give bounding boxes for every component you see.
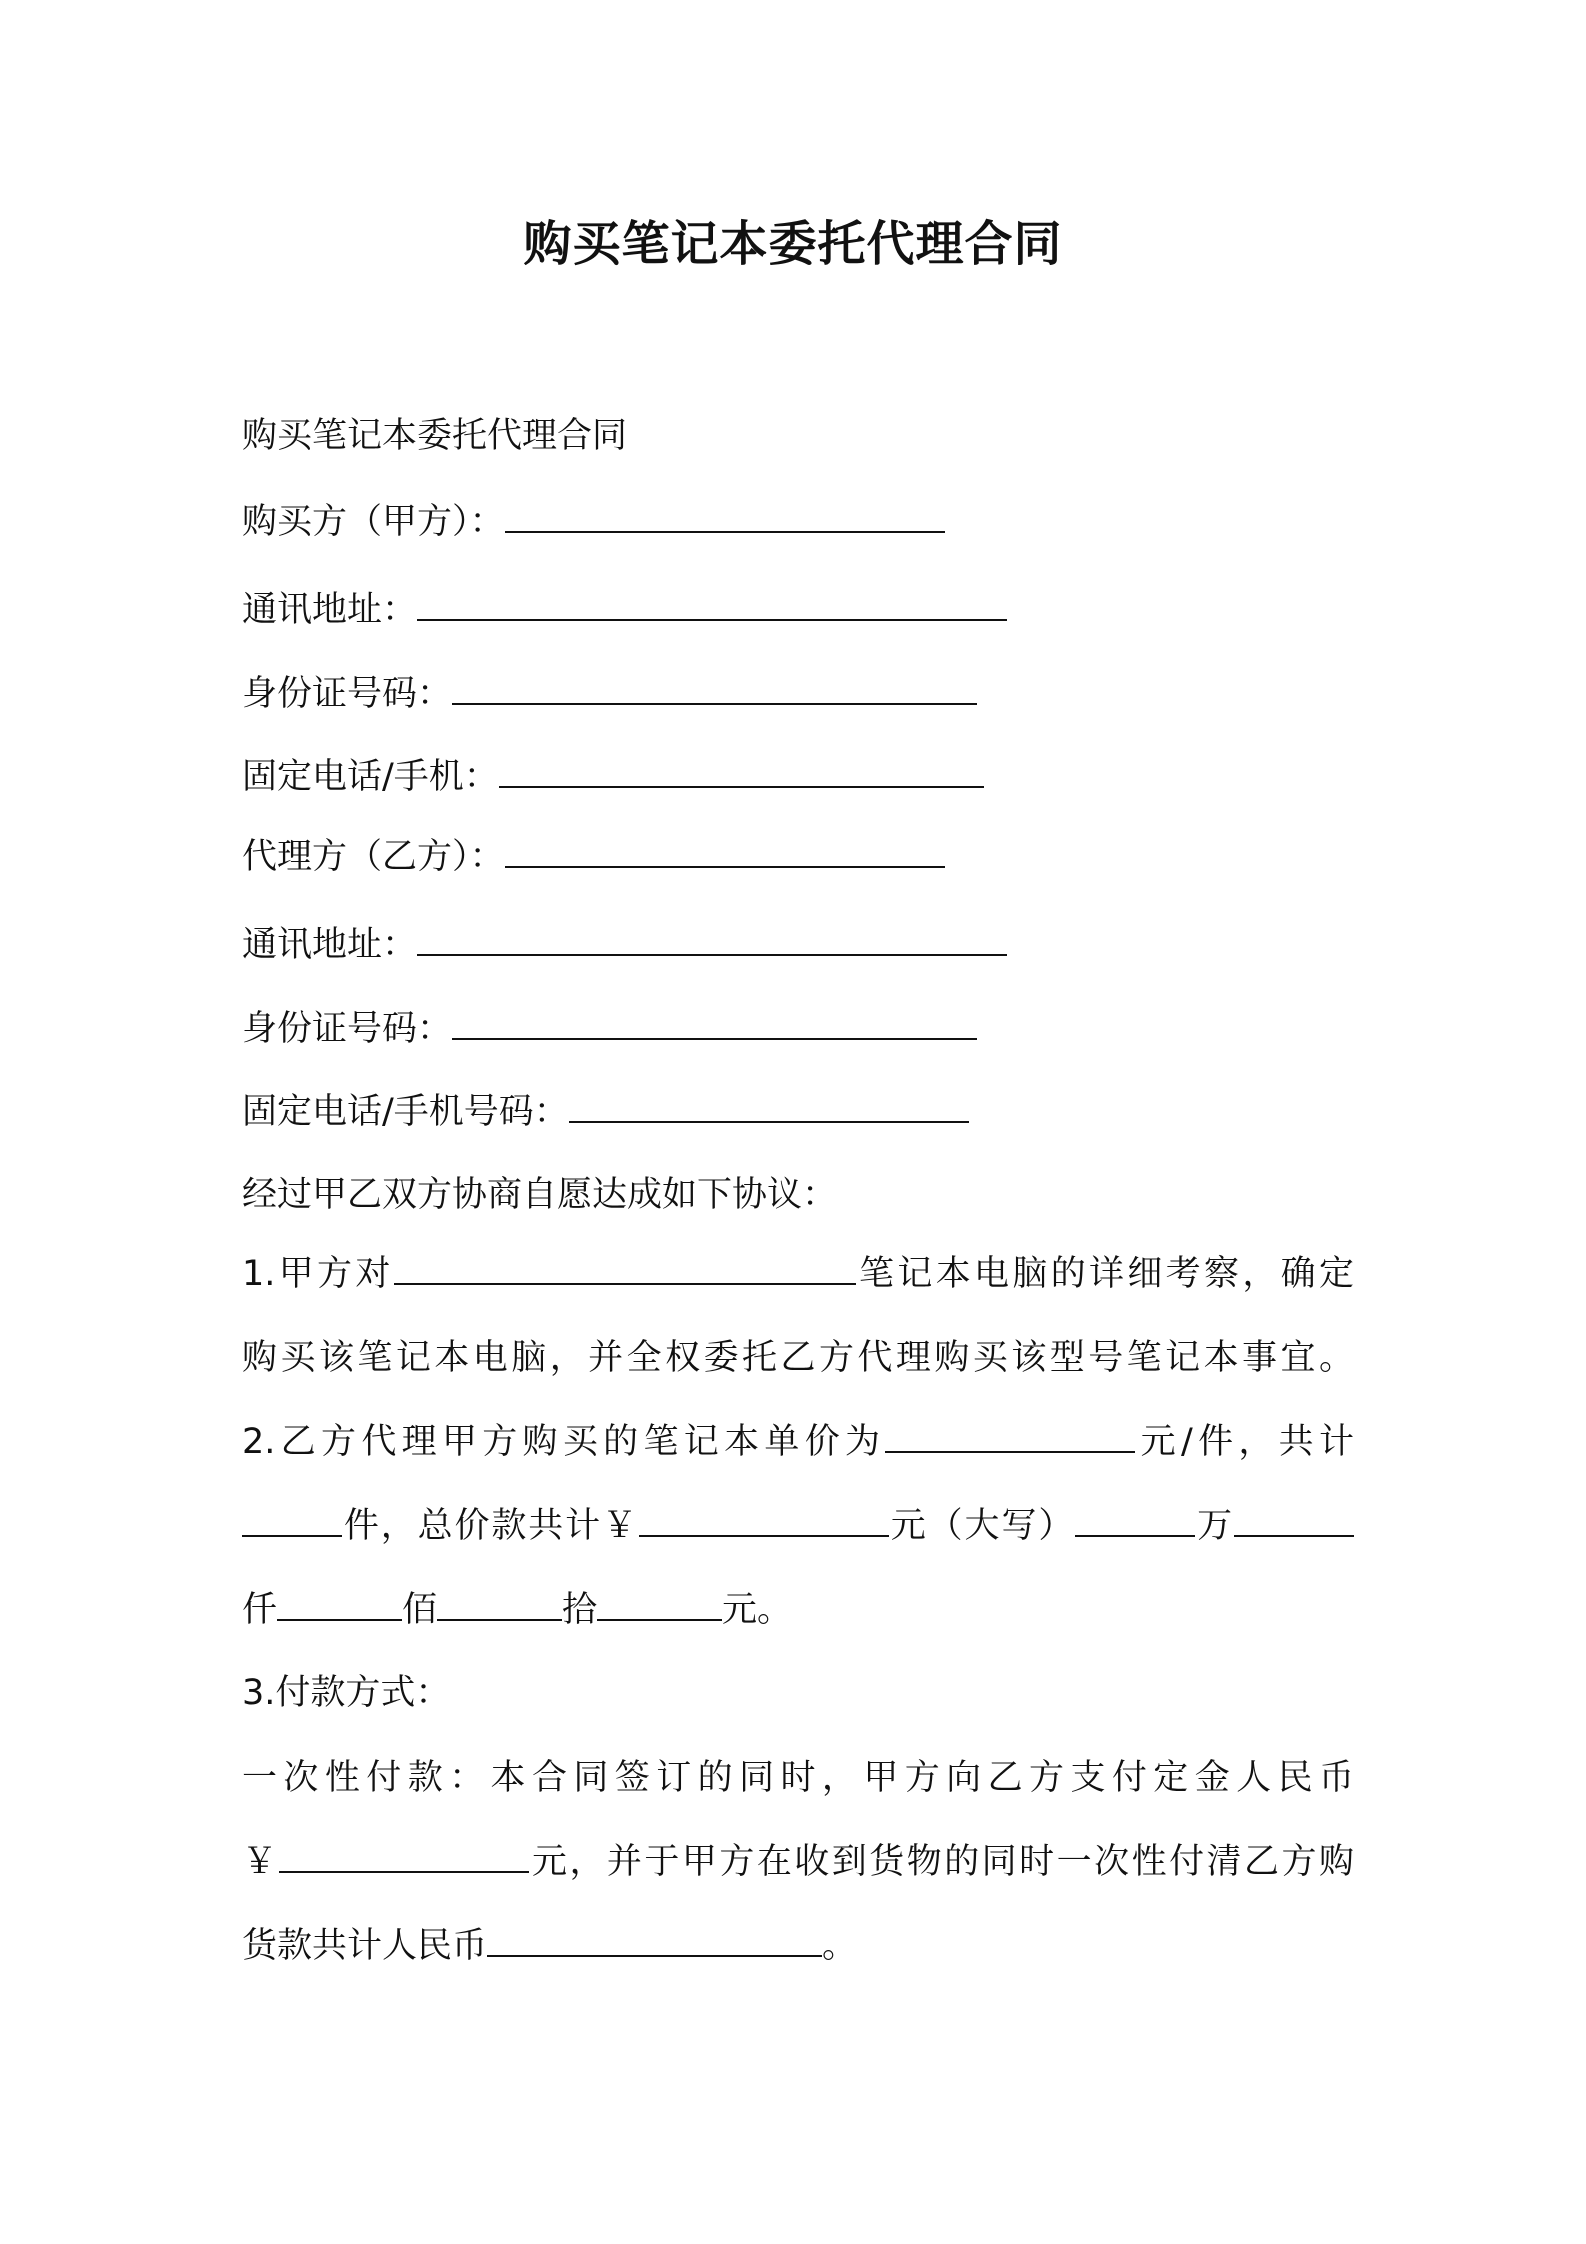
party-a-id-row	[242, 669, 977, 719]
clause-2-line-1	[242, 1400, 1354, 1484]
party-a-address-label: 通讯地址：	[242, 590, 418, 630]
clause-2-part-3: 件，总价款共计￥	[342, 1506, 639, 1546]
document-subtitle: 购买笔记本委托代理合同	[242, 416, 628, 456]
clause-2-shi-blank	[437, 1585, 562, 1621]
clause-1-part-1: 1.甲方对	[242, 1254, 394, 1294]
clause-2-line-3	[242, 1568, 1354, 1652]
clause-2-part-7: 佰	[402, 1590, 438, 1630]
agreement-intro: 经过甲乙双方协商自愿达成如下协议：	[242, 1175, 838, 1215]
clause-2-part-2: 元/件，共计	[1135, 1422, 1354, 1462]
party-b-address-label: 通讯地址：	[242, 925, 418, 965]
clause-2-part-5: 万	[1195, 1506, 1234, 1546]
clause-2-total-blank	[639, 1501, 889, 1537]
clause-3-part-4: 。	[822, 1926, 858, 1966]
party-a-id-blank	[452, 669, 977, 705]
party-b-id-blank	[452, 1004, 977, 1040]
clause-2-part-4: 元（大写）	[888, 1506, 1076, 1546]
clause-2-part-1: 2.乙方代理甲方购买的笔记本单价为	[242, 1422, 886, 1462]
party-a-address-row	[242, 585, 1007, 635]
clause-1-line-1	[242, 1232, 1354, 1316]
clause-2-bai-blank	[277, 1585, 402, 1621]
party-a-id-label: 身份证号码：	[242, 674, 453, 714]
party-b-name-blank	[505, 832, 945, 868]
clause-2-part-6: 仟	[242, 1590, 278, 1630]
clause-2-unit-price-blank	[885, 1417, 1135, 1453]
clause-1-part-2: 笔记本电脑的详细考察，确定	[855, 1254, 1354, 1294]
clause-3-part-3: 货款共计人民币	[242, 1926, 488, 1966]
party-b-address-row	[242, 920, 1007, 970]
party-b-phone-label: 固定电话/手机号码：	[242, 1092, 569, 1132]
party-a-phone-row	[242, 752, 984, 802]
clause-2-yuan-blank	[597, 1585, 722, 1621]
clause-2-wan-blank	[1075, 1501, 1195, 1537]
party-a-name-blank	[505, 497, 945, 533]
clause-3-part-1: ￥	[242, 1842, 280, 1882]
document-title: 购买笔记本委托代理合同	[523, 216, 1063, 272]
clause-1-model-blank	[394, 1249, 856, 1285]
clause-2-part-9: 元。	[722, 1590, 793, 1630]
clause-1-line-2: 购买该笔记本电脑，并全权委托乙方代理购买该型号笔记本事宜。	[242, 1338, 1354, 1378]
clause-3-line-1: 一次性付款：本合同签订的同时，甲方向乙方支付定金人民币	[242, 1758, 1354, 1798]
clause-3-line-2	[242, 1820, 1354, 1904]
clause-2-quantity-blank	[242, 1501, 342, 1537]
party-b-phone-row	[242, 1087, 969, 1137]
party-b-phone-blank	[569, 1087, 969, 1123]
clause-3-part-2: 元，并于甲方在收到货物的同时一次性付清乙方购	[529, 1842, 1354, 1882]
party-b-address-blank	[417, 920, 1007, 956]
clause-3-line-3	[242, 1904, 1354, 1988]
party-b-heading: 代理方（乙方）：	[242, 837, 505, 877]
clause-2-qian-blank	[1234, 1501, 1354, 1537]
party-a-phone-label: 固定电话/手机：	[242, 757, 499, 797]
party-b-heading-row	[242, 832, 945, 882]
party-a-address-blank	[417, 585, 1007, 621]
clause-3-deposit-blank	[279, 1837, 529, 1873]
party-a-phone-blank	[499, 752, 984, 788]
party-b-id-row	[242, 1004, 977, 1054]
clause-3-heading: 3.付款方式：	[242, 1673, 451, 1713]
party-a-heading: 购买方（甲方）：	[242, 502, 505, 542]
party-a-heading-row	[242, 497, 945, 547]
party-b-id-label: 身份证号码：	[242, 1009, 453, 1049]
clause-3-total-blank	[487, 1921, 822, 1957]
clause-2-line-2	[242, 1484, 1354, 1568]
clause-2-part-8: 拾	[562, 1590, 598, 1630]
